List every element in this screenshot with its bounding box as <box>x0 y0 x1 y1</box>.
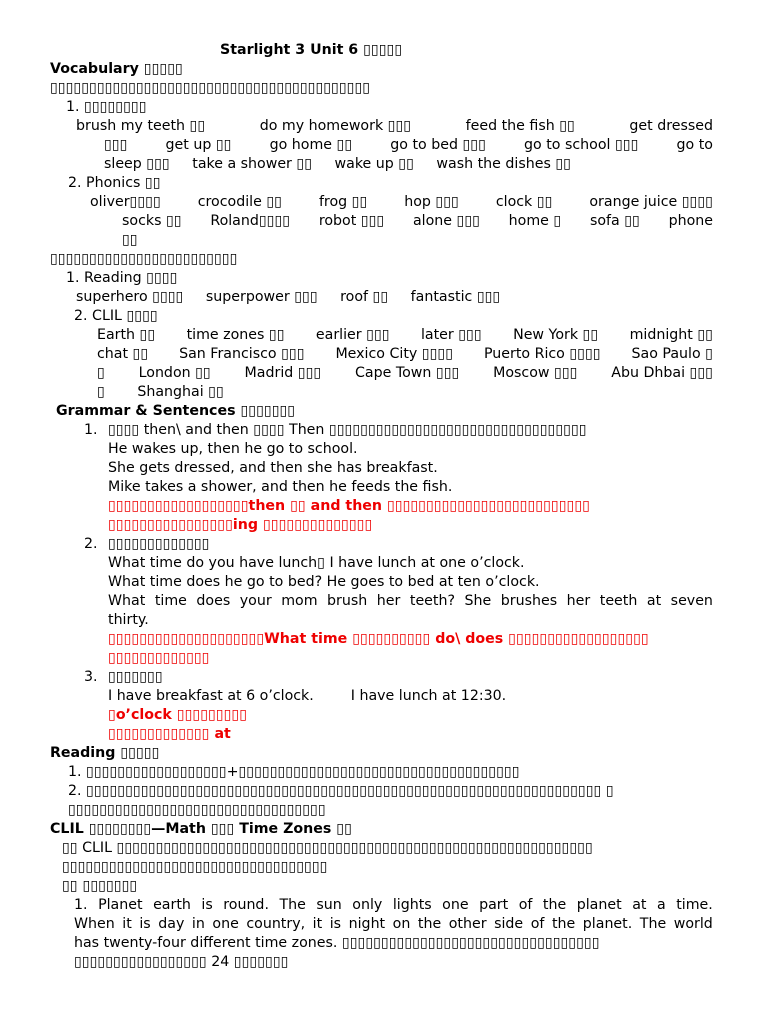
grammar-item-1-text: ▯▯▯▯ then\ and then ▯▯▯▯ Then ▯▯▯▯▯▯▯▯▯▯▯▯▯▯▯▯▯▯▯▯▯▯▯▯▯▯▯▯▯▯▯▯▯ <box>108 422 587 438</box>
reading-item: 2. ▯▯▯▯▯▯▯▯▯▯▯▯▯▯▯▯▯▯▯▯▯▯▯▯▯▯▯▯▯▯▯▯▯▯▯▯▯▯▯▯▯▯▯▯▯▯▯▯▯▯▯▯▯▯▯▯▯▯▯▯▯▯▯▯▯▯ ▯ <box>68 783 614 799</box>
vocab-word: socks ▯▯ <box>122 213 182 229</box>
vocab-word: ▯ <box>97 384 105 400</box>
vocab-word: midnight ▯▯ <box>629 327 713 343</box>
vocab-word: Cape Town ▯▯▯ <box>355 365 460 381</box>
note-keyword: do\ does <box>435 631 504 647</box>
note-text: ▯ <box>108 707 116 723</box>
vocabulary-row <box>76 117 713 136</box>
clil-vocab-row <box>97 364 713 383</box>
vocab-word: wake up ▯▯ <box>334 156 414 172</box>
grammar-note <box>108 630 649 649</box>
clil-heading: CLIL ▯▯▯▯▯▯▯▯—Math ▯▯▯ Time Zones ▯▯ <box>50 821 352 837</box>
note-text: ▯▯▯▯▯▯▯▯▯ <box>171 707 248 723</box>
clil-intro: ▯▯ CLIL ▯▯▯▯▯▯▯▯▯▯▯▯▯▯▯▯▯▯▯▯▯▯▯▯▯▯▯▯▯▯▯▯▯▯▯▯▯▯▯▯▯▯▯▯▯▯▯▯▯▯▯▯▯▯▯▯▯▯▯▯▯ <box>62 840 593 856</box>
phonics-row: ▯▯ <box>122 232 138 248</box>
example-sentence: What time does he go to bed? He goes to bed at ten o’clock. <box>108 574 540 590</box>
reading-item: 1. ▯▯▯▯▯▯▯▯▯▯▯▯▯▯▯▯▯▯+▯▯▯▯▯▯▯▯▯▯▯▯▯▯▯▯▯▯▯▯▯▯▯▯▯▯▯▯▯▯▯▯▯▯▯▯ <box>68 764 520 780</box>
reading-heading: Reading ▯▯▯▯▯ <box>50 745 160 761</box>
vocab-word: take a shower ▯▯ <box>192 156 313 172</box>
vocab-word: home ▯ <box>508 213 562 229</box>
clil-vocab-row <box>97 383 224 402</box>
vocab-word: brush my teeth ▯▯ <box>76 118 206 134</box>
grammar-note <box>108 725 231 744</box>
note-text: ▯▯▯▯▯▯▯▯▯▯ <box>347 631 436 647</box>
note-text: ▯▯ <box>285 498 311 514</box>
vocab-word: get dressed <box>629 118 713 134</box>
vocab-word: sleep ▯▯▯ <box>104 156 170 172</box>
grammar-item-3-label: 3. <box>84 669 98 685</box>
grammar-item-2-label: 2. <box>84 536 98 552</box>
vocabulary-row <box>104 136 713 155</box>
vocab-word: hop ▯▯▯ <box>404 194 459 210</box>
vocabulary-intro: ▯▯▯▯▯▯▯▯▯▯▯▯▯▯▯▯▯▯▯▯▯▯▯▯▯▯▯▯▯▯▯▯▯▯▯▯▯▯▯▯▯ <box>50 80 371 96</box>
vocab-word: orange juice ▯▯▯▯ <box>589 194 713 210</box>
clil-paragraph-line: When it is day in one country, it is night on the other side of the planet. The world <box>74 916 713 932</box>
reading-vocab-heading: 1. Reading ▯▯▯▯ <box>66 270 178 286</box>
vocab-word: alone ▯▯▯ <box>412 213 480 229</box>
vocab-word: fantastic ▯▯▯ <box>410 289 501 305</box>
grammar-item-3-text: ▯▯▯▯▯▯▯ <box>108 669 163 685</box>
note-keyword: then <box>248 498 286 514</box>
vocab-word: robot ▯▯▯ <box>318 213 385 229</box>
example-sentence: thirty. <box>108 612 149 628</box>
clil-paragraph-line: has twenty-four different time zones. ▯▯▯▯▯▯▯▯▯▯▯▯▯▯▯▯▯▯▯▯▯▯▯▯▯▯▯▯▯▯▯▯▯ <box>74 935 600 951</box>
vocab-word: superpower ▯▯▯ <box>205 289 318 305</box>
vocab-word: earlier ▯▯▯ <box>315 327 390 343</box>
clil-vocab-heading: 2. CLIL ▯▯▯▯ <box>74 308 158 324</box>
grammar-heading: Grammar & Sentences ▯▯▯▯▯▯▯ <box>56 403 296 419</box>
note-text: ▯▯▯▯▯▯▯▯▯▯▯▯▯▯▯▯ <box>108 517 233 533</box>
vocab-word: do my homework ▯▯▯ <box>259 118 412 134</box>
vocab-word: ▯▯▯ <box>104 137 128 153</box>
vocab-word: later ▯▯▯ <box>420 327 482 343</box>
vocab-word: feed the fish ▯▯ <box>465 118 575 134</box>
example-sentence: He wakes up, then he go to school. <box>108 441 358 457</box>
vocab-word: go to <box>676 137 713 153</box>
grammar-note <box>108 706 247 725</box>
vocab-word: go home ▯▯ <box>269 137 353 153</box>
vocab-word: crocodile ▯▯ <box>197 194 282 210</box>
note-keyword: o’clock <box>115 707 172 723</box>
vocabulary-item-1-heading: 1. ▯▯▯▯▯▯▯▯ <box>66 99 147 115</box>
example-sentence: What time do you have lunch▯ I have lunch at one o’clock. <box>108 555 525 571</box>
vocab-word: sofa ▯▯ <box>589 213 640 229</box>
vocab-word: get up ▯▯ <box>165 137 232 153</box>
vocab-word: go to bed ▯▯▯ <box>390 137 486 153</box>
vocab-word: San Francisco ▯▯▯ <box>179 346 305 362</box>
phonics-row <box>122 212 713 231</box>
vocab-word: Madrid ▯▯▯ <box>244 365 322 381</box>
clil-vocab-row <box>97 326 713 345</box>
clil-paragraph-line: 1. Planet earth is round. The sun only lights one part of the planet at a time. <box>74 897 713 913</box>
vocab-word: oliver▯▯▯▯ <box>90 194 161 210</box>
vocab-word: Earth ▯▯ <box>97 327 156 343</box>
vocabulary-row <box>104 155 571 174</box>
vocab-word: Abu Dhbai ▯▯▯ <box>611 365 713 381</box>
grammar-note <box>108 516 372 535</box>
vocab-word: roof ▯▯ <box>340 289 389 305</box>
phonics-row <box>90 193 713 212</box>
vocab-word: frog ▯▯ <box>318 194 368 210</box>
reading-vocab-row <box>76 288 500 307</box>
vocab-word: chat ▯▯ <box>97 346 149 362</box>
vocab-word: Puerto Rico ▯▯▯▯ <box>483 346 601 362</box>
example-sentence: I have breakfast at 6 o’clock. I have lunch at 12:30. <box>108 688 507 704</box>
vocab-word: superhero ▯▯▯▯ <box>76 289 184 305</box>
note-text: ▯▯▯▯▯▯▯▯▯▯▯▯▯ <box>108 726 215 742</box>
example-sentence: What time does your mom brush her teeth? She brushes her teeth at seven <box>108 593 713 609</box>
clil-vocab-row <box>97 345 713 364</box>
vocab-word: Moscow ▯▯▯ <box>493 365 578 381</box>
vocab-word: Shanghai ▯▯ <box>137 384 224 400</box>
note-text: ▯▯▯▯▯▯▯▯▯▯▯▯▯▯ <box>258 517 373 533</box>
clil-intro-continued: ▯▯▯▯▯▯▯▯▯▯▯▯▯▯▯▯▯▯▯▯▯▯▯▯▯▯▯▯▯▯▯▯▯▯ <box>62 859 328 875</box>
note-keyword: and then <box>310 498 383 514</box>
note-text: ▯▯▯▯▯▯▯▯▯▯▯▯▯▯▯▯▯▯ <box>108 498 249 514</box>
note-keyword: What time <box>264 631 348 647</box>
note-text: ▯▯▯▯▯▯▯▯▯▯▯▯▯▯▯▯▯▯ <box>503 631 649 647</box>
vocab-word: London ▯▯ <box>138 365 211 381</box>
clil-paragraph-line: ▯▯▯▯▯▯▯▯▯▯▯▯▯▯▯▯▯ 24 ▯▯▯▯▯▯▯ <box>74 954 289 970</box>
note-text: ▯▯▯▯▯▯▯▯▯▯▯▯▯▯▯▯▯▯▯▯ <box>108 631 265 647</box>
vocab-word: clock ▯▯ <box>495 194 553 210</box>
page-title: Starlight 3 Unit 6 ▯▯▯▯▯ <box>220 42 403 58</box>
vocab-word: phone <box>668 213 713 229</box>
vocabulary-item-2-heading: 2. Phonics ▯▯ <box>68 175 161 191</box>
note-text: ▯▯▯▯▯▯▯▯▯▯▯▯▯▯▯▯▯▯▯▯▯▯▯▯▯▯ <box>382 498 590 514</box>
grammar-item-2-text: ▯▯▯▯▯▯▯▯▯▯▯▯▯ <box>108 536 210 552</box>
vocab-word: Sao Paulo ▯ <box>631 346 713 362</box>
grammar-note: ▯▯▯▯▯▯▯▯▯▯▯▯▯ <box>108 650 210 666</box>
vocabulary-heading: Vocabulary ▯▯▯▯▯ <box>50 61 183 77</box>
reading-item-continued: ▯▯▯▯▯▯▯▯▯▯▯▯▯▯▯▯▯▯▯▯▯▯▯▯▯▯▯▯▯▯▯▯▯ <box>68 802 326 818</box>
vocab-word: Roland▯▯▯▯ <box>210 213 291 229</box>
vocab-word: ▯ <box>97 365 105 381</box>
grammar-note <box>108 497 590 516</box>
example-sentence: Mike takes a shower, and then he feeds the fish. <box>108 479 453 495</box>
grammar-item-1-label: 1. <box>84 422 98 438</box>
example-sentence: She gets dressed, and then she has breakfast. <box>108 460 438 476</box>
vocab-word: wash the dishes ▯▯ <box>436 156 571 172</box>
clil-sub-heading: ▯▯ ▯▯▯▯▯▯▯ <box>62 878 138 894</box>
part2-intro: ▯▯▯▯▯▯▯▯▯▯▯▯▯▯▯▯▯▯▯▯▯▯▯▯ <box>50 251 238 267</box>
vocab-word: Mexico City ▯▯▯▯ <box>335 346 454 362</box>
note-keyword: at <box>214 726 231 742</box>
vocab-word: time zones ▯▯ <box>186 327 285 343</box>
vocab-word: go to school ▯▯▯ <box>524 137 639 153</box>
note-keyword: ing <box>232 517 259 533</box>
vocab-word: New York ▯▯ <box>513 327 599 343</box>
